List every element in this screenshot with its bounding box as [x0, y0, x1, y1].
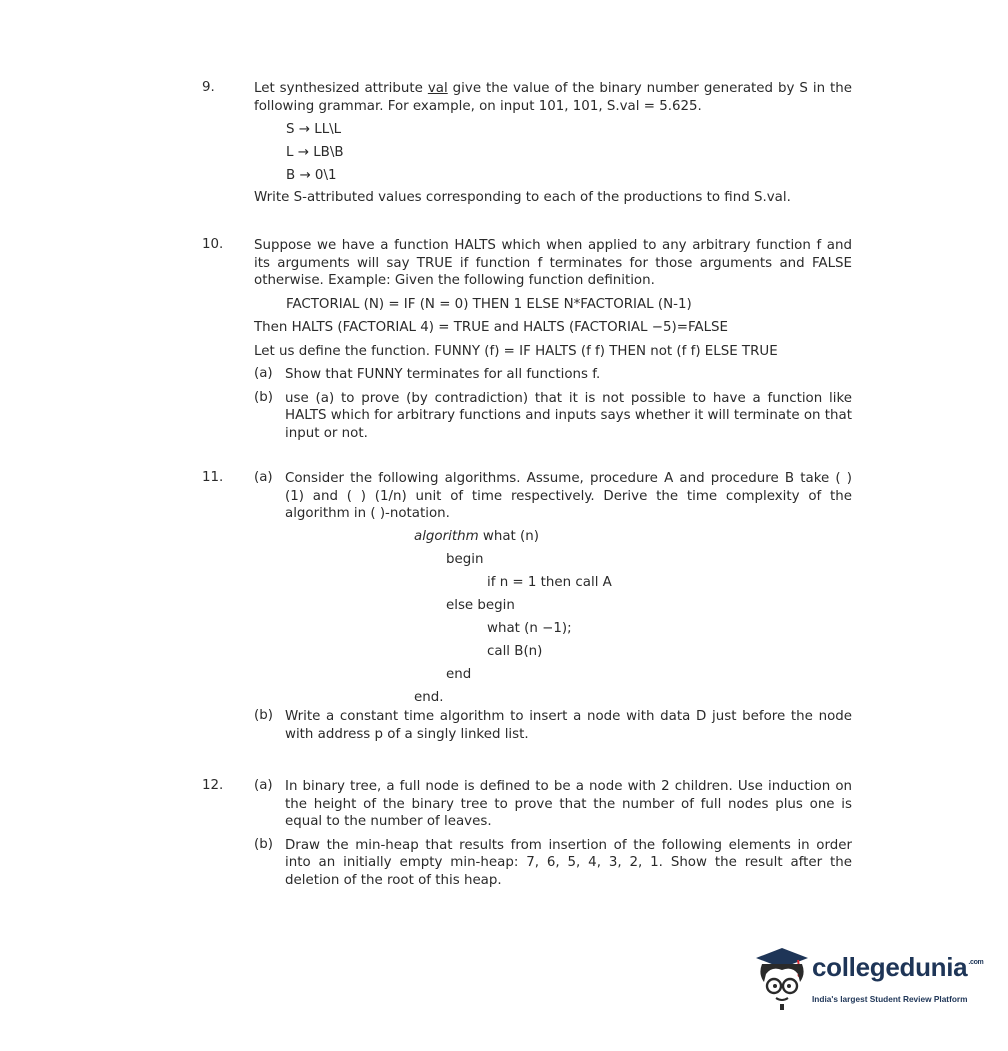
- code-line: end: [446, 667, 472, 682]
- code-line: end.: [414, 690, 444, 705]
- code-line: algorithm what (n): [414, 529, 539, 544]
- question-text: Let synthesized attribute val give the value of the binary number generated by S in the following grammar. For example, on input 101, 101, S.val = 5.625.: [254, 81, 853, 114]
- algorithm-code: [414, 525, 612, 709]
- grammar-block: [286, 118, 852, 187]
- part-b: [254, 390, 852, 443]
- code-line: else begin: [446, 598, 515, 613]
- code-line: what (n −1);: [487, 621, 572, 636]
- grammar-rule: L → LB\B: [286, 145, 344, 160]
- question-number: 9.: [202, 80, 215, 95]
- part-text: Consider the following algorithms. Assume, procedure A and procedure B take ( ) (1) and ( ) (1/n) unit of time respectively. Derive the time complexity of the algorithm in ( )-notation.: [285, 471, 852, 521]
- part-b: [254, 708, 852, 743]
- grammar-rule: S → LL\L: [286, 122, 342, 137]
- val-attribute: val: [427, 81, 448, 96]
- part-b: [254, 837, 852, 890]
- part-label: (a): [254, 778, 273, 793]
- brand-suffix: .com: [968, 959, 984, 966]
- halts-example: Then HALTS (FACTORIAL 4) = TRUE and HALTS (FACTORIAL −5)=FALSE: [254, 320, 729, 335]
- part-label: (b): [254, 836, 273, 852]
- part-label: (a): [254, 366, 273, 381]
- code-line: begin: [446, 552, 484, 567]
- brand-name: collegedunia$^{.com}$: [812, 952, 984, 982]
- code-line: if n = 1 then call A: [487, 575, 612, 590]
- part-label: (b): [254, 708, 273, 723]
- part-a: [254, 366, 852, 384]
- part-text: use (a) to prove (by contradiction) that it is not possible to have a function like HALTS which for arbitrary functions and inputs says whether it will terminate on that input or not.: [285, 390, 852, 441]
- part-label: (a): [254, 470, 273, 485]
- funny-definition: Let us define the function. FUNNY (f) = IF HALTS (f f) THEN not (f f) ELSE TRUE: [254, 343, 778, 359]
- part-text: Write a constant time algorithm to insert a node with data D just before the node with address p of a singly linked list.: [285, 709, 852, 742]
- part-label: (b): [254, 389, 273, 405]
- part-text: In binary tree, a full node is defined to be a node with 2 children. Use induction on the height of the binary tree to prove that the number of full nodes plus one is equal to the number of leaves.: [285, 779, 852, 829]
- collegedunia-logo: [752, 944, 982, 1014]
- part-text: Draw the min-heap that results from insertion of the following elements in order into an initially empty min-heap: 7, 6, 5, 4, 3, 2, 1. Show the result after the deletion of the root of this heap.: [285, 837, 852, 888]
- question-number: 12.: [202, 778, 224, 793]
- algorithm-keyword: algorithm: [414, 529, 479, 544]
- brand-tagline: India's largest Student Review Platform: [812, 994, 968, 1004]
- question-text: Suppose we have a function HALTS which when applied to any arbitrary function f and its arguments will say TRUE if function f terminates for those arguments and FALSE otherwise. Example: Given the following function definition.: [254, 238, 852, 288]
- factorial-definition: FACTORIAL (N) = IF (N = 0) THEN 1 ELSE N*FACTORIAL (N-1): [286, 296, 692, 312]
- part-a: [254, 778, 852, 831]
- closing-text: Write S-attributed values corresponding to each of the productions to find S.val.: [254, 190, 791, 205]
- grammar-rule: B → 0\1: [286, 168, 337, 183]
- code-line: call B(n): [487, 644, 543, 659]
- part-a: [254, 470, 852, 523]
- mascot-icon: [752, 944, 812, 1014]
- part-text: Show that FUNNY terminates for all functions f.: [285, 367, 601, 382]
- question-number: 11.: [202, 470, 224, 485]
- question-number: 10.: [202, 237, 224, 252]
